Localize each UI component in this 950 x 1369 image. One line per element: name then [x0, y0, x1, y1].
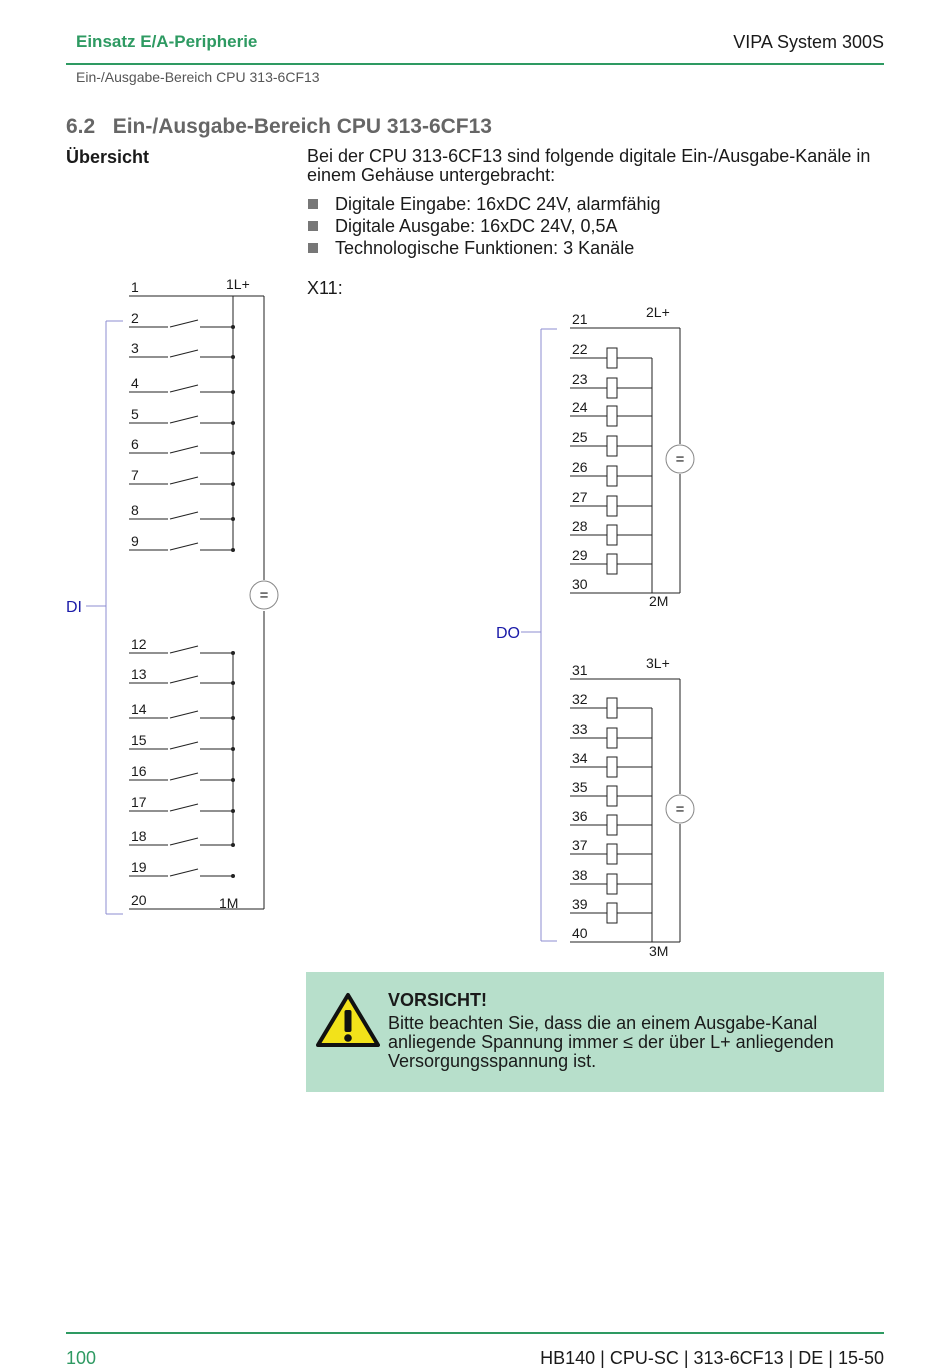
di-switch-contact [170, 320, 198, 327]
do1-pin-label: 22 [572, 341, 588, 357]
do2-load-symbol [607, 815, 617, 835]
do2-pin-label: 38 [572, 867, 588, 883]
di-switch-contact [170, 350, 198, 357]
do1-pin-label: 26 [572, 459, 588, 475]
subsection-title: Ein-/Ausgabe-Bereich CPU 313-6CF13 [76, 69, 320, 85]
do2-load-symbol [607, 698, 617, 718]
do2-load-symbol [607, 903, 617, 923]
di-switch-contact [170, 543, 198, 550]
di-pin-label: 15 [131, 732, 147, 748]
do2-load-symbol [607, 874, 617, 894]
do1-load-symbol [607, 466, 617, 486]
do1-pin-label: 25 [572, 429, 588, 445]
do2-pin-label: 32 [572, 691, 588, 707]
do2-pin-label: 35 [572, 779, 588, 795]
do1-load-symbol [607, 554, 617, 574]
di-pin-label: 20 [131, 892, 147, 908]
di-pin-label: 4 [131, 375, 139, 391]
di-switch-contact [170, 838, 198, 845]
do2-pin-label: 31 [572, 662, 588, 678]
di-pin-label: 8 [131, 502, 139, 518]
do2-pin-label: 33 [572, 721, 588, 737]
di-pin-label: 17 [131, 794, 147, 810]
di-pin-label: 6 [131, 436, 139, 452]
do2-supply-plus-label: 3L+ [646, 655, 670, 671]
do1-pin-label: 23 [572, 371, 588, 387]
do2-load-symbol [607, 757, 617, 777]
di-pin-label: 3 [131, 340, 139, 356]
do1-supply-plus-label: 2L+ [646, 304, 670, 320]
do1-pin-label: 28 [572, 518, 588, 534]
di-switch-contact [170, 385, 198, 392]
di-pin-label: 12 [131, 636, 147, 652]
do1-pin-label: 29 [572, 547, 588, 563]
di-junction-dot [231, 874, 235, 878]
do2-pin-label: 37 [572, 837, 588, 853]
footer-rule [66, 1332, 884, 1334]
caution-text: Bitte beachten Sie, dass die an einem Ausgabe-Kanal anliegende Spannung immer ≤ der über L+ anliegenden Versorgungsspannung ist. [388, 1013, 834, 1071]
side-label: Übersicht [66, 147, 150, 167]
do1-load-symbol [607, 406, 617, 426]
di-switch-contact [170, 773, 198, 780]
di-label: DI [66, 599, 82, 616]
do-label: DO [496, 625, 520, 642]
do1-pin-label: 27 [572, 489, 588, 505]
page-number: 100 [66, 1348, 97, 1368]
page-heading: 6.2 Ein-/Ausgabe-Bereich CPU 313-6CF13 [66, 115, 492, 138]
do1-load-symbol [607, 436, 617, 456]
di-pin-label: 16 [131, 763, 147, 779]
document-id: HB140 | CPU-SC | 313-6CF13 | DE | 15-50 [540, 1348, 884, 1368]
do1-pin-label: 24 [572, 399, 588, 415]
do1-pin-label: 30 [572, 576, 588, 592]
di-switch-contact [170, 711, 198, 718]
list-item: Digitale Ausgabe: 16xDC 24V, 0,5A [307, 215, 661, 237]
caution-title: VORSICHT! [388, 990, 487, 1010]
product-name: VIPA System 300S [733, 32, 884, 52]
di-switch-contact [170, 477, 198, 484]
di-switch-contact [170, 676, 198, 683]
do1-supply-symbol-text: = [675, 451, 685, 468]
do2-supply-symbol-text: = [675, 801, 685, 818]
di-supply-plus-label: 1L+ [226, 276, 250, 292]
do1-pin-label: 21 [572, 311, 588, 327]
caution-box [306, 972, 884, 1092]
di-supply-minus-label: 1M [219, 895, 239, 911]
di-switch-contact [170, 416, 198, 423]
di-switch-contact [170, 869, 198, 876]
connector-label: X11: [307, 278, 343, 298]
section-title: Einsatz E/A-Peripherie [76, 32, 258, 51]
di-pin-label: 2 [131, 310, 139, 326]
di-pin-label: 14 [131, 701, 147, 717]
list-item: Technologische Funktionen: 3 Kanäle [307, 237, 661, 259]
do2-load-symbol [607, 786, 617, 806]
di-pin-label: 18 [131, 828, 147, 844]
di-pin-label: 5 [131, 406, 139, 422]
di-pin-label: 9 [131, 533, 139, 549]
do2-pin-label: 39 [572, 896, 588, 912]
di-supply-symbol-text: = [259, 587, 269, 604]
di-pin-label: 19 [131, 859, 147, 875]
do2-pin-label: 40 [572, 925, 588, 941]
do1-load-symbol [607, 378, 617, 398]
do2-pin-label: 34 [572, 750, 588, 766]
do2-pin-label: 36 [572, 808, 588, 824]
list-item: Digitale Eingabe: 16xDC 24V, alarmfähig [307, 193, 661, 215]
di-switch-contact [170, 804, 198, 811]
di-pin-label: 1 [131, 279, 139, 295]
di-switch-contact [170, 742, 198, 749]
di-switch-contact [170, 446, 198, 453]
do2-supply-minus-label: 3M [649, 943, 669, 959]
do1-supply-minus-label: 2M [649, 593, 669, 609]
di-pin-label: 7 [131, 467, 139, 483]
di-switch-contact [170, 512, 198, 519]
do1-load-symbol [607, 496, 617, 516]
di-switch-contact [170, 646, 198, 653]
intro-text: Bei der CPU 313-6CF13 sind folgende digitale Ein-/Ausgabe-Kanäle in einem Gehäuse untergebracht: [307, 146, 871, 185]
di-pin-label: 13 [131, 666, 147, 682]
warning-triangle-icon [316, 992, 380, 1048]
do2-load-symbol [607, 728, 617, 748]
do1-load-symbol [607, 348, 617, 368]
do2-load-symbol [607, 844, 617, 864]
do1-load-symbol [607, 525, 617, 545]
